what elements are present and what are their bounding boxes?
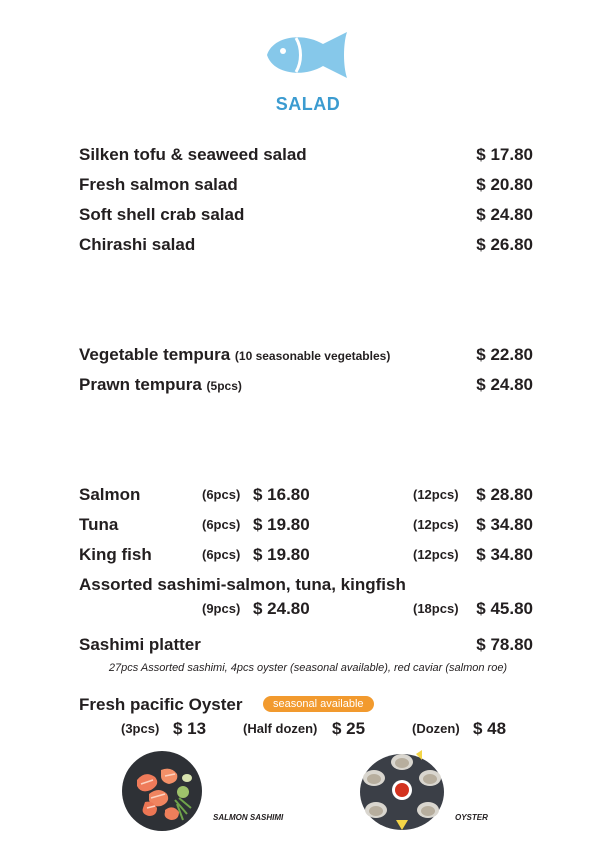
portion-size: (6pcs)	[202, 547, 241, 562]
portion-size: (Dozen)	[412, 721, 460, 736]
menu-item-name: Assorted sashimi-salmon, tuna, kingfish	[79, 575, 406, 594]
portion-size: (3pcs)	[121, 721, 160, 736]
fish-icon	[263, 30, 353, 80]
menu-item-name: Chirashi salad	[79, 235, 196, 254]
portion-price: $ 34.80	[476, 515, 533, 534]
menu-item-price: $ 22.80	[476, 345, 533, 364]
menu-item-price: $ 20.80	[476, 175, 533, 194]
seasonal-badge: seasonal available	[263, 696, 374, 712]
menu-item-name: Sashimi platter	[79, 635, 201, 654]
portion-price: $ 28.80	[476, 485, 533, 504]
portion-size: (18pcs)	[413, 601, 459, 616]
menu-item-note: (5pcs)	[206, 379, 242, 393]
portion-price: $ 19.80	[253, 515, 310, 534]
menu-item-name: Vegetable tempura	[79, 345, 231, 364]
portion-price: $ 13	[173, 719, 207, 738]
oyster-photo	[356, 748, 448, 834]
menu-item	[79, 375, 242, 395]
portion-size: (12pcs)	[413, 487, 459, 502]
photo-caption: SALMON SASHIMI	[213, 813, 284, 822]
menu-item-name: Fresh salmon salad	[79, 175, 238, 194]
salmon-sashimi-photo	[121, 750, 203, 832]
menu-item-name: Fresh pacific Oyster	[79, 695, 243, 714]
menu-item-price: $ 78.80	[476, 635, 533, 654]
menu-item-name: Silken tofu & seaweed salad	[79, 145, 307, 164]
portion-size: (12pcs)	[413, 547, 459, 562]
portion-size: (12pcs)	[413, 517, 459, 532]
menu-item-price: $ 26.80	[476, 235, 533, 254]
portion-price: $ 16.80	[253, 485, 310, 504]
menu-item-price: $ 24.80	[476, 205, 533, 224]
menu-item	[79, 345, 390, 365]
portion-price: $ 19.80	[253, 545, 310, 564]
photo-caption: OYSTER	[455, 813, 488, 822]
portion-price: $ 34.80	[476, 545, 533, 564]
portion-size: (6pcs)	[202, 517, 241, 532]
portion-price: $ 45.80	[476, 599, 533, 618]
portion-price: $ 25	[332, 719, 366, 738]
section-title: SALAD	[275, 94, 341, 114]
portion-price: $ 24.80	[253, 599, 310, 618]
menu-item-price: $ 17.80	[476, 145, 533, 164]
portion-size: (9pcs)	[202, 601, 241, 616]
platter-description: 27pcs Assorted sashimi, 4pcs oyster (seasonal available), red caviar (salmon roe)	[108, 662, 508, 674]
menu-item-note: (10 seasonable vegetables)	[234, 349, 391, 363]
menu-item-name: Tuna	[79, 515, 119, 534]
portion-price: $ 48	[473, 719, 507, 738]
menu-item-name: King fish	[79, 545, 152, 564]
portion-size: (Half dozen)	[243, 721, 318, 736]
menu-item-price: $ 24.80	[476, 375, 533, 394]
menu-item-name: Salmon	[79, 485, 141, 504]
menu-item-name: Prawn tempura	[79, 375, 202, 394]
portion-size: (6pcs)	[202, 487, 241, 502]
menu-item-name: Soft shell crab salad	[79, 205, 245, 224]
